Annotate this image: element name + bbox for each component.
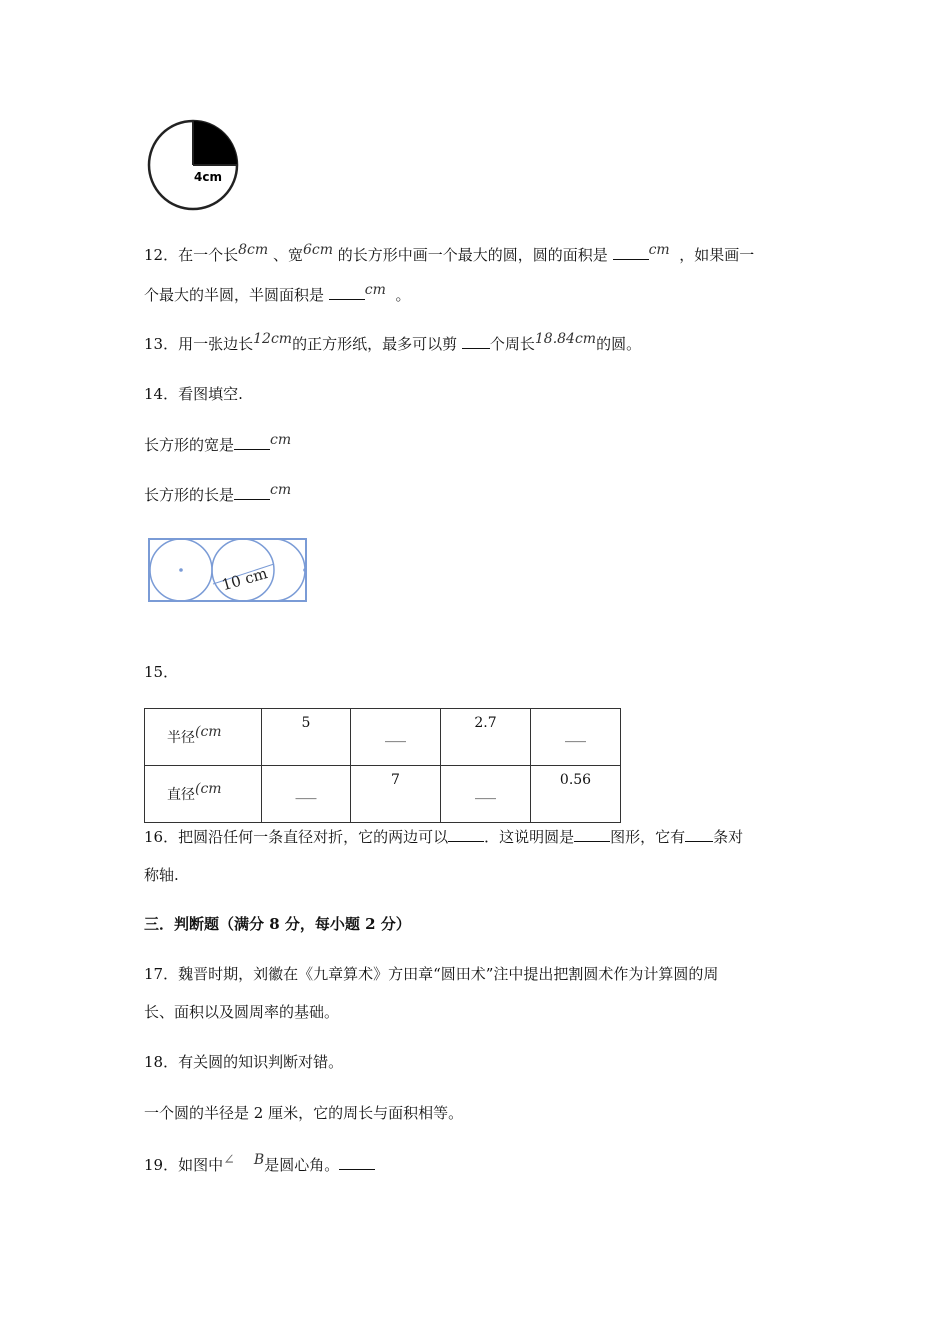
circle-size-label: 4cm <box>194 170 222 184</box>
table-row: 直径(cm ___ 7 ___ 0.56 <box>145 766 621 823</box>
question-15: 15． <box>144 663 179 681</box>
diameter-label: 10 cm <box>219 564 270 595</box>
answer-blank[interactable] <box>685 827 713 842</box>
question-18-statement: 一个圆的半径是 2 厘米，它的周长与面积相等。 <box>144 1104 464 1122</box>
question-14-length: 长方形的长是 cm <box>144 482 292 504</box>
answer-blank[interactable] <box>613 245 649 260</box>
question-12: 12．在一个长8cm 、宽6cm 的长方形中画一个最大的圆，圆的面积是 cm ，如果画一 <box>144 242 755 264</box>
question-14: 14．看图填空. <box>144 385 243 403</box>
table-row: 半径(cm 5 ___ 2.7 ___ <box>145 709 621 766</box>
radius-diameter-table <box>144 708 621 823</box>
question-16-line2: 称轴. <box>144 866 179 884</box>
question-17-line2: 长、面积以及圆周率的基础。 <box>144 1003 340 1021</box>
question-17: 17．魏晋时期，刘徽在《九章算术》方田章“圆田术”注中提出把割圆术作为计算圆的周 <box>144 965 719 983</box>
question-18: 18．有关圆的知识判断对错。 <box>144 1053 344 1071</box>
section-heading: 三．判断题（满分 8 分，每小题 2 分） <box>144 915 411 933</box>
question-14-width: 长方形的宽是 cm <box>144 432 292 454</box>
quarter-circle-figure <box>146 118 242 214</box>
answer-blank[interactable] <box>448 827 484 842</box>
question-19: 19．如图中∠ B是圆心角。 <box>144 1154 375 1177</box>
answer-blank[interactable] <box>234 485 270 500</box>
answer-blank[interactable] <box>462 334 490 349</box>
answer-blank[interactable] <box>329 285 365 300</box>
answer-blank[interactable] <box>234 435 270 450</box>
rectangle-circles-figure <box>144 534 312 608</box>
question-16: 16．把圆沿任何一条直径对折，它的两边可以 ．这说明圆是 图形，它有 条对 <box>144 828 744 846</box>
answer-blank[interactable] <box>339 1155 375 1170</box>
question-13: 13．用一张边长12cm的正方形纸，最多可以剪 个周长18.84cm的圆。 <box>144 331 642 353</box>
question-12-line2: 个最大的半圆，半圆面积是 cm 。 <box>144 282 411 304</box>
answer-blank[interactable] <box>574 827 610 842</box>
